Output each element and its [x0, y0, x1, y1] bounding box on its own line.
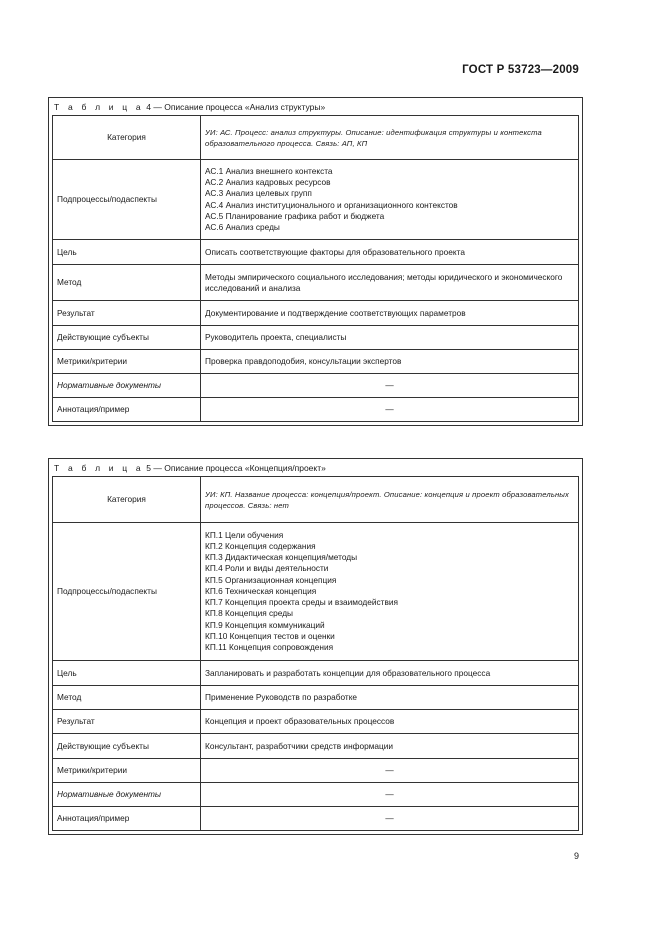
row-value: Применение Руководств по разработке — [201, 686, 579, 710]
list-item: КП.8 Концепция среды — [205, 608, 294, 619]
subprocesses-cell — [201, 160, 579, 240]
category-description — [201, 116, 579, 160]
category-description — [201, 477, 579, 523]
list-item: КП.5 Организационная концепция — [205, 574, 337, 585]
table-row — [53, 783, 579, 807]
row-label: Цель — [53, 661, 201, 686]
list-item: КП.1 Цели обучения — [205, 529, 284, 540]
category-label: Категория — [53, 477, 201, 523]
row-value: Документирование и подтверждение соответствующих параметров — [201, 301, 579, 326]
process-table — [52, 476, 579, 831]
row-label: Результат — [53, 710, 201, 734]
row-value: Руководитель проекта, специалисты — [201, 326, 579, 350]
table-row — [53, 301, 579, 326]
subprocess-list — [205, 530, 574, 653]
table-row — [53, 661, 579, 686]
table-caption — [52, 100, 579, 115]
caption-number: 5 — [146, 463, 151, 473]
table-row — [53, 807, 579, 831]
row-value: Методы эмпирического социального исследования; методы юридического и экономического исследований и анализа — [201, 265, 579, 301]
subprocesses-label: Подпроцессы/подаспекты — [53, 523, 201, 661]
caption-prefix: Т а б л и ц а — [54, 463, 144, 473]
list-item: КП.3 Дидактическая концепция/методы — [205, 552, 358, 563]
row-label: Метод — [53, 686, 201, 710]
caption-number: 4 — [146, 102, 151, 112]
row-label: Цель — [53, 240, 201, 265]
list-item: КП.11 Концепция сопровождения — [205, 641, 334, 652]
row-label: Нормативные документы — [53, 783, 201, 807]
table-5 — [48, 458, 583, 835]
document-standard-number: ГОСТ Р 53723—2009 — [462, 64, 579, 76]
list-item: КП.7 Концепция проекта среды и взаимодействия — [205, 597, 399, 608]
table-row — [53, 240, 579, 265]
table-row — [53, 326, 579, 350]
row-value: — — [201, 783, 579, 807]
row-label: Метрики/критерии — [53, 350, 201, 374]
table-row — [53, 265, 579, 301]
page-number: 9 — [574, 851, 580, 861]
row-label: Результат — [53, 301, 201, 326]
row-value: — — [201, 398, 579, 422]
subprocess-list — [205, 166, 574, 233]
list-item: АС.1 Анализ внешнего контекста — [205, 165, 333, 176]
list-item: АС.3 Анализ целевых групп — [205, 188, 312, 199]
table-row-category — [53, 477, 579, 523]
row-label: Аннотация/пример — [53, 398, 201, 422]
row-label: Метод — [53, 265, 201, 301]
list-item: АС.6 Анализ среды — [205, 221, 280, 232]
category-label: Категория — [53, 116, 201, 160]
table-row-subprocesses — [53, 160, 579, 240]
process-table — [52, 115, 579, 422]
row-label: Метрики/критерии — [53, 759, 201, 783]
table-caption — [52, 461, 579, 476]
table-row — [53, 734, 579, 759]
list-item: АС.2 Анализ кадровых ресурсов — [205, 177, 331, 188]
list-item: АС.5 Планирование графика работ и бюджета — [205, 210, 385, 221]
row-value: — — [201, 759, 579, 783]
table-4 — [48, 97, 583, 426]
row-label: Действующие субъекты — [53, 734, 201, 759]
row-value: Концепция и проект образовательных процессов — [201, 710, 579, 734]
table-row — [53, 710, 579, 734]
row-value: Запланировать и разработать концепции для образовательного процесса — [201, 661, 579, 686]
row-value: Проверка правдоподобия, консультации экспертов — [201, 350, 579, 374]
subprocesses-cell — [201, 523, 579, 661]
list-item: КП.6 Техническая концепция — [205, 585, 317, 596]
list-item: КП.9 Концепция коммуникаций — [205, 619, 325, 630]
list-item: АС.4 Анализ институционального и организационного контекстов — [205, 199, 458, 210]
table-row — [53, 398, 579, 422]
row-label: Аннотация/пример — [53, 807, 201, 831]
table-row — [53, 374, 579, 398]
category-description-text: УИ: КП. Название процесса: концепция/проект. Описание: концепция и проект образовательных процессов. Связь: нет — [205, 489, 569, 510]
caption-prefix: Т а б л и ц а — [54, 102, 144, 112]
table-row — [53, 686, 579, 710]
row-label: Действующие субъекты — [53, 326, 201, 350]
table-row-subprocesses — [53, 523, 579, 661]
table-row — [53, 350, 579, 374]
row-value: — — [201, 807, 579, 831]
table-row — [53, 759, 579, 783]
list-item: КП.4 Роли и виды деятельности — [205, 563, 329, 574]
row-value: Консультант, разработчики средств информации — [201, 734, 579, 759]
caption-title: — Описание процесса «Концепция/проект» — [153, 463, 326, 473]
table-row-category — [53, 116, 579, 160]
subprocesses-label: Подпроцессы/подаспекты — [53, 160, 201, 240]
caption-title: — Описание процесса «Анализ структуры» — [153, 102, 326, 112]
row-label: Нормативные документы — [53, 374, 201, 398]
row-value: Описать соответствующие факторы для образовательного проекта — [201, 240, 579, 265]
row-value: — — [201, 374, 579, 398]
list-item: КП.10 Концепция тестов и оценки — [205, 630, 335, 641]
category-description-text: УИ: АС. Процесс: анализ структуры. Описание: идентификация структуры и контекста образовательного процесса. Связь: АП, КП — [205, 127, 542, 148]
list-item: КП.2 Концепция содержания — [205, 541, 316, 552]
